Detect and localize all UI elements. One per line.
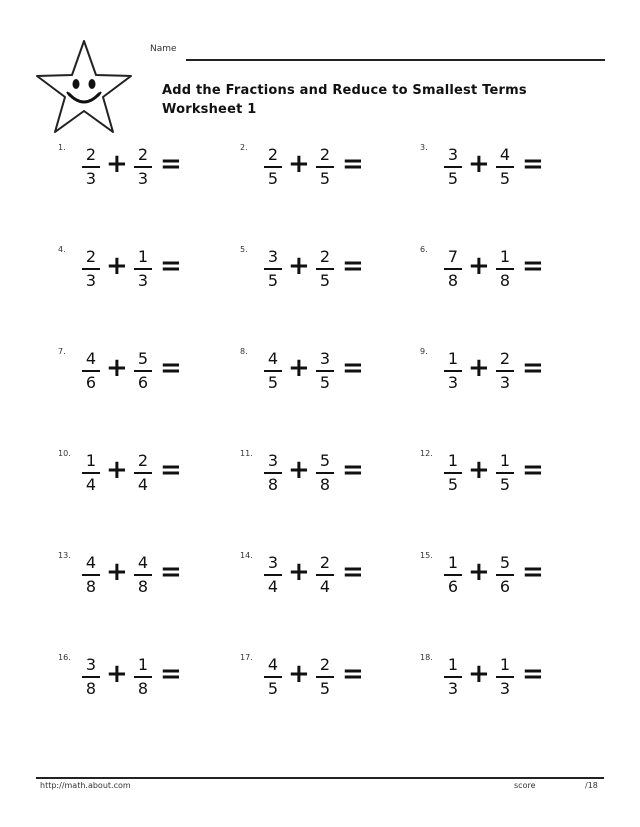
denominator: 4 — [137, 475, 149, 494]
fraction-bar — [134, 472, 152, 474]
equals-sign: = — [342, 251, 364, 281]
fraction-bar — [264, 472, 282, 474]
equals-sign: = — [160, 353, 182, 383]
fraction — [264, 247, 282, 291]
numerator: 3 — [319, 349, 331, 368]
score-total: /18 — [585, 781, 598, 790]
numerator: 2 — [499, 349, 511, 368]
footer-url[interactable]: http://math.about.com — [40, 781, 131, 790]
denominator: 6 — [137, 373, 149, 392]
problem-number: 2. — [240, 143, 248, 152]
numerator: 1 — [499, 655, 511, 674]
numerator: 3 — [85, 655, 97, 674]
denominator: 8 — [267, 475, 279, 494]
numerator: 4 — [267, 655, 279, 674]
fraction — [496, 553, 514, 597]
fraction-bar — [134, 574, 152, 576]
problem-number: 12. — [420, 449, 433, 458]
problem — [58, 551, 228, 611]
numerator: 1 — [447, 451, 459, 470]
plus-sign: + — [288, 659, 310, 689]
denominator: 5 — [319, 271, 331, 290]
problem — [420, 653, 590, 713]
numerator: 3 — [267, 247, 279, 266]
plus-sign: + — [288, 251, 310, 281]
denominator: 8 — [137, 577, 149, 596]
equals-sign: = — [160, 455, 182, 485]
problem-number: 18. — [420, 653, 433, 662]
plus-sign: + — [468, 353, 490, 383]
fraction-bar — [82, 166, 100, 168]
fraction-bar — [82, 676, 100, 678]
problem-number: 6. — [420, 245, 428, 254]
fraction-bar — [496, 676, 514, 678]
denominator: 3 — [137, 271, 149, 290]
fraction-bar — [444, 472, 462, 474]
fraction — [496, 451, 514, 495]
fraction — [316, 349, 334, 393]
fraction-bar — [496, 472, 514, 474]
denominator: 8 — [137, 679, 149, 698]
equals-sign: = — [160, 149, 182, 179]
denominator: 8 — [319, 475, 331, 494]
fraction-bar — [264, 574, 282, 576]
problem — [240, 347, 410, 407]
denominator: 6 — [499, 577, 511, 596]
denominator: 5 — [267, 679, 279, 698]
denominator: 3 — [447, 373, 459, 392]
problem — [240, 245, 410, 305]
denominator: 8 — [499, 271, 511, 290]
fraction-bar — [316, 370, 334, 372]
fraction-bar — [264, 676, 282, 678]
fraction-bar — [496, 268, 514, 270]
problem — [240, 143, 410, 203]
equals-sign: = — [342, 455, 364, 485]
equals-sign: = — [522, 251, 544, 281]
numerator: 1 — [137, 655, 149, 674]
numerator: 2 — [319, 553, 331, 572]
equals-sign: = — [522, 455, 544, 485]
fraction-bar — [496, 166, 514, 168]
numerator: 3 — [447, 145, 459, 164]
numerator: 5 — [319, 451, 331, 470]
equals-sign: = — [160, 659, 182, 689]
denominator: 3 — [499, 373, 511, 392]
fraction — [264, 553, 282, 597]
worksheet-subtitle: Worksheet 1 — [162, 102, 257, 117]
numerator: 5 — [137, 349, 149, 368]
plus-sign: + — [106, 353, 128, 383]
denominator: 3 — [85, 271, 97, 290]
fraction — [82, 145, 100, 189]
numerator: 1 — [447, 553, 459, 572]
numerator: 3 — [267, 451, 279, 470]
fraction — [316, 451, 334, 495]
numerator: 1 — [85, 451, 97, 470]
problem — [240, 449, 410, 509]
fraction-bar — [444, 676, 462, 678]
fraction — [82, 451, 100, 495]
denominator: 4 — [267, 577, 279, 596]
equals-sign: = — [342, 557, 364, 587]
fraction-bar — [316, 676, 334, 678]
numerator: 2 — [319, 655, 331, 674]
fraction — [444, 655, 462, 699]
numerator: 2 — [85, 145, 97, 164]
name-field[interactable] — [150, 44, 605, 62]
denominator: 5 — [319, 679, 331, 698]
numerator: 2 — [85, 247, 97, 266]
fraction — [496, 247, 514, 291]
problem-number: 17. — [240, 653, 253, 662]
fraction-bar — [444, 574, 462, 576]
fraction — [134, 553, 152, 597]
equals-sign: = — [342, 149, 364, 179]
denominator: 5 — [267, 271, 279, 290]
problem-number: 5. — [240, 245, 248, 254]
plus-sign: + — [106, 455, 128, 485]
denominator: 3 — [85, 169, 97, 188]
numerator: 1 — [137, 247, 149, 266]
denominator: 5 — [499, 475, 511, 494]
problem-number: 3. — [420, 143, 428, 152]
problem-number: 13. — [58, 551, 71, 560]
score-label: score — [514, 781, 536, 790]
problem — [420, 245, 590, 305]
fraction — [444, 349, 462, 393]
problem — [58, 143, 228, 203]
fraction — [444, 451, 462, 495]
numerator: 4 — [85, 553, 97, 572]
problem-number: 16. — [58, 653, 71, 662]
denominator: 6 — [447, 577, 459, 596]
denominator: 5 — [447, 475, 459, 494]
fraction-bar — [264, 166, 282, 168]
equals-sign: = — [342, 353, 364, 383]
equals-sign: = — [522, 149, 544, 179]
denominator: 5 — [319, 373, 331, 392]
fraction — [316, 553, 334, 597]
plus-sign: + — [288, 149, 310, 179]
fraction — [264, 451, 282, 495]
denominator: 6 — [85, 373, 97, 392]
problem — [58, 449, 228, 509]
numerator: 1 — [447, 349, 459, 368]
denominator: 5 — [447, 169, 459, 188]
plus-sign: + — [288, 455, 310, 485]
equals-sign: = — [160, 557, 182, 587]
fraction — [82, 349, 100, 393]
denominator: 3 — [137, 169, 149, 188]
numerator: 2 — [137, 145, 149, 164]
fraction — [82, 655, 100, 699]
plus-sign: + — [106, 149, 128, 179]
fraction-bar — [134, 370, 152, 372]
fraction-bar — [82, 574, 100, 576]
equals-sign: = — [522, 353, 544, 383]
equals-sign: = — [522, 557, 544, 587]
numerator: 7 — [447, 247, 459, 266]
fraction-bar — [316, 268, 334, 270]
equals-sign: = — [522, 659, 544, 689]
equals-sign: = — [160, 251, 182, 281]
fraction — [134, 349, 152, 393]
fraction-bar — [264, 370, 282, 372]
fraction-bar — [444, 268, 462, 270]
fraction — [134, 145, 152, 189]
numerator: 1 — [499, 247, 511, 266]
fraction — [264, 655, 282, 699]
plus-sign: + — [288, 557, 310, 587]
denominator: 5 — [267, 373, 279, 392]
equals-sign: = — [342, 659, 364, 689]
fraction-bar — [82, 268, 100, 270]
denominator: 3 — [447, 679, 459, 698]
worksheet-title: Add the Fractions and Reduce to Smallest Terms — [162, 83, 527, 98]
fraction — [496, 349, 514, 393]
fraction — [496, 655, 514, 699]
numerator: 2 — [319, 145, 331, 164]
fraction-bar — [134, 676, 152, 678]
problem-number: 9. — [420, 347, 428, 356]
problem-number: 15. — [420, 551, 433, 560]
problem-number: 4. — [58, 245, 66, 254]
problem-number: 10. — [58, 449, 71, 458]
fraction-bar — [496, 574, 514, 576]
footer-line — [36, 777, 604, 779]
numerator: 2 — [137, 451, 149, 470]
fraction — [496, 145, 514, 189]
fraction — [316, 247, 334, 291]
denominator: 4 — [85, 475, 97, 494]
numerator: 1 — [499, 451, 511, 470]
fraction-bar — [264, 268, 282, 270]
plus-sign: + — [106, 251, 128, 281]
fraction-bar — [82, 472, 100, 474]
problem — [240, 653, 410, 713]
fraction — [444, 553, 462, 597]
problem-number: 8. — [240, 347, 248, 356]
problem — [58, 245, 228, 305]
problem-number: 1. — [58, 143, 66, 152]
fraction — [264, 349, 282, 393]
numerator: 4 — [137, 553, 149, 572]
denominator: 5 — [267, 169, 279, 188]
denominator: 5 — [499, 169, 511, 188]
fraction-bar — [496, 370, 514, 372]
denominator: 5 — [319, 169, 331, 188]
denominator: 8 — [447, 271, 459, 290]
problem — [240, 551, 410, 611]
plus-sign: + — [288, 353, 310, 383]
fraction — [444, 145, 462, 189]
fraction-bar — [444, 166, 462, 168]
numerator: 3 — [267, 553, 279, 572]
problem — [58, 653, 228, 713]
fraction — [82, 247, 100, 291]
denominator: 3 — [499, 679, 511, 698]
numerator: 2 — [319, 247, 331, 266]
plus-sign: + — [468, 149, 490, 179]
problem — [420, 143, 590, 203]
plus-sign: + — [106, 659, 128, 689]
denominator: 8 — [85, 577, 97, 596]
fraction-bar — [316, 574, 334, 576]
problem-number: 7. — [58, 347, 66, 356]
fraction-bar — [134, 268, 152, 270]
problem-number: 11. — [240, 449, 253, 458]
smiley-star-icon — [34, 38, 134, 138]
fraction-bar — [82, 370, 100, 372]
numerator: 4 — [267, 349, 279, 368]
name-line — [186, 59, 605, 61]
fraction — [444, 247, 462, 291]
problem — [420, 551, 590, 611]
numerator: 4 — [499, 145, 511, 164]
plus-sign: + — [468, 659, 490, 689]
problem — [420, 347, 590, 407]
denominator: 4 — [319, 577, 331, 596]
numerator: 4 — [85, 349, 97, 368]
problem-number: 14. — [240, 551, 253, 560]
denominator: 8 — [85, 679, 97, 698]
fraction-bar — [444, 370, 462, 372]
plus-sign: + — [468, 557, 490, 587]
plus-sign: + — [468, 251, 490, 281]
numerator: 5 — [499, 553, 511, 572]
fraction-bar — [134, 166, 152, 168]
fraction — [316, 145, 334, 189]
problem — [420, 449, 590, 509]
plus-sign: + — [106, 557, 128, 587]
fraction — [134, 247, 152, 291]
fraction — [134, 655, 152, 699]
numerator: 1 — [447, 655, 459, 674]
fraction-bar — [316, 472, 334, 474]
fraction — [82, 553, 100, 597]
plus-sign: + — [468, 455, 490, 485]
numerator: 2 — [267, 145, 279, 164]
fraction-bar — [316, 166, 334, 168]
name-label: Name — [150, 44, 177, 54]
problem — [58, 347, 228, 407]
fraction — [134, 451, 152, 495]
fraction — [316, 655, 334, 699]
fraction — [264, 145, 282, 189]
